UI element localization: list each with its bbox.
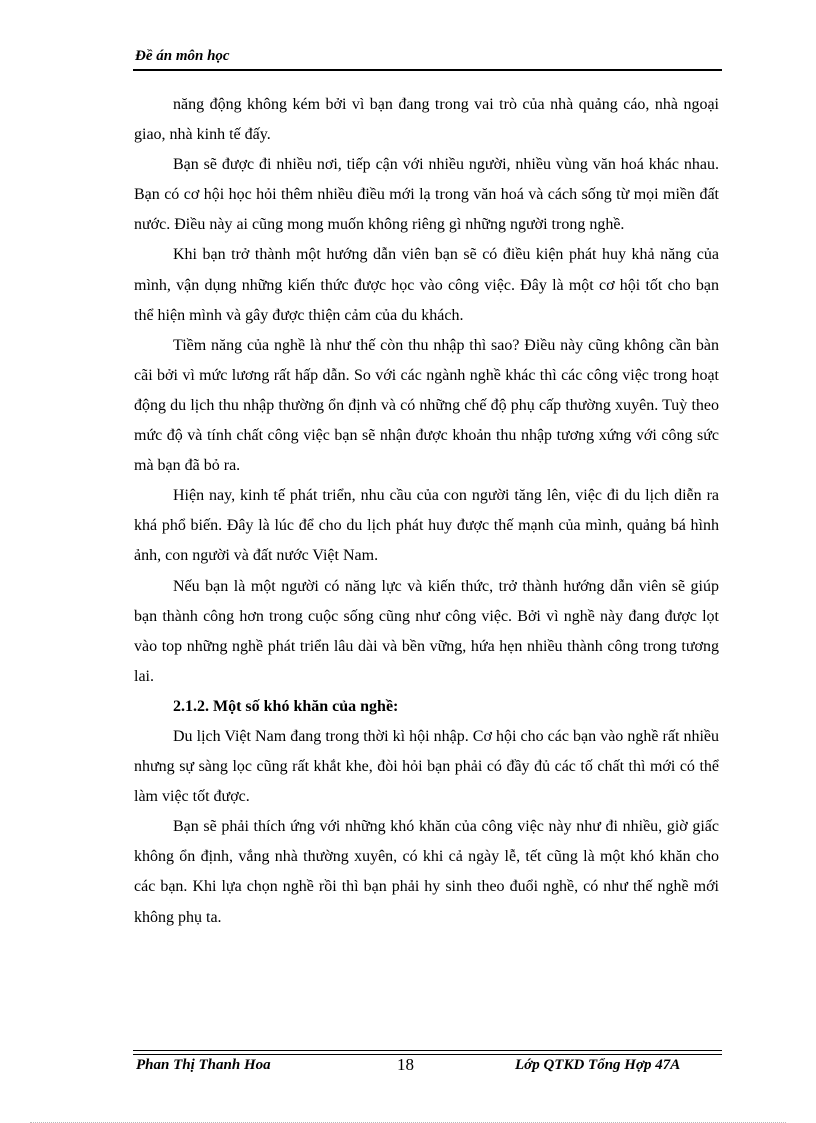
footer-author: Phan Thị Thanh Hoa — [136, 1057, 271, 1073]
body-paragraph: Hiện nay, kinh tế phát triển, nhu cầu của con người tăng lên, việc đi du lịch diễn ra khá phổ biến. Đây là lúc để cho du lịch phát huy được thế mạnh của mình, quảng bá hình ảnh, con người và đất nước Việt Nam. — [134, 487, 719, 565]
section-heading: 2.1.2. Một số khó khăn của nghề: — [173, 697, 399, 715]
page-header-title: Đề án môn học — [135, 48, 230, 64]
footer-class-name: Lớp QTKD Tổng Hợp 47A — [515, 1057, 681, 1073]
header-divider — [133, 69, 722, 71]
footer-divider — [133, 1050, 722, 1055]
body-paragraph: Bạn sẽ được đi nhiều nơi, tiếp cận với nhiều người, nhiều vùng văn hoá khác nhau. Bạn có cơ hội học hỏi thêm nhiều điều mới lạ trong văn hoá và cách sống từ mọi miền đất nước. Điều này ai cũng mong muốn không riêng gì những người trong nghề. — [134, 156, 719, 234]
body-paragraph: năng động không kém bởi vì bạn đang trong vai trò của nhà quảng cáo, nhà ngoại giao, nhà kinh tế đấy. — [134, 96, 719, 144]
body-paragraph: Tiềm năng của nghề là như thế còn thu nhập thì sao? Điều này cũng không cần bàn cãi bởi vì mức lương rất hấp dẫn. So với các ngành nghề khác thì các công việc trong hoạt động du lịch thu nhập thường ổn định và có những chế độ phụ cấp thường xuyên. Tuỳ theo mức độ và tính chất công việc bạn sẽ nhận được khoản thu nhập tương xứng với công sức mà bạn đã bỏ ra. — [134, 336, 719, 475]
page-number: 18 — [397, 1055, 414, 1074]
body-paragraph: Khi bạn trở thành một hướng dẫn viên bạn sẽ có điều kiện phát huy khả năng của mình, vận dụng những kiến thức được học vào công việc. Đây là một cơ hội tốt cho bạn thể hiện mình và gây được thiện cảm của du khách. — [134, 246, 719, 324]
body-paragraph: Du lịch Việt Nam đang trong thời kì hội nhập. Cơ hội cho các bạn vào nghề rất nhiều nhưng sự sàng lọc cũng rất khắt khe, đòi hỏi bạn phải có đầy đủ các tố chất thì mới có thể làm việc tốt được. — [134, 727, 719, 806]
document-body — [134, 90, 719, 933]
body-paragraph: Nếu bạn là một người có năng lực và kiến thức, trở thành hướng dẫn viên sẽ giúp bạn thành công hơn trong cuộc sống cũng như công việc. Bởi vì nghề này đang được lọt vào top những nghề phát triển lâu dài và bền vững, hứa hẹn nhiều thành công trong tương lai. — [134, 577, 719, 685]
body-paragraph: Bạn sẽ phải thích ứng với những khó khăn của công việc này như đi nhiều, giờ giấc không ổn định, vắng nhà thường xuyên, có khi cả ngày lễ, tết cũng là một khó khăn cho các bạn. Khi lựa chọn nghề rồi thì bạn phải hy sinh theo đuổi nghề, có như thế nghề mới không phụ ta. — [134, 818, 719, 926]
